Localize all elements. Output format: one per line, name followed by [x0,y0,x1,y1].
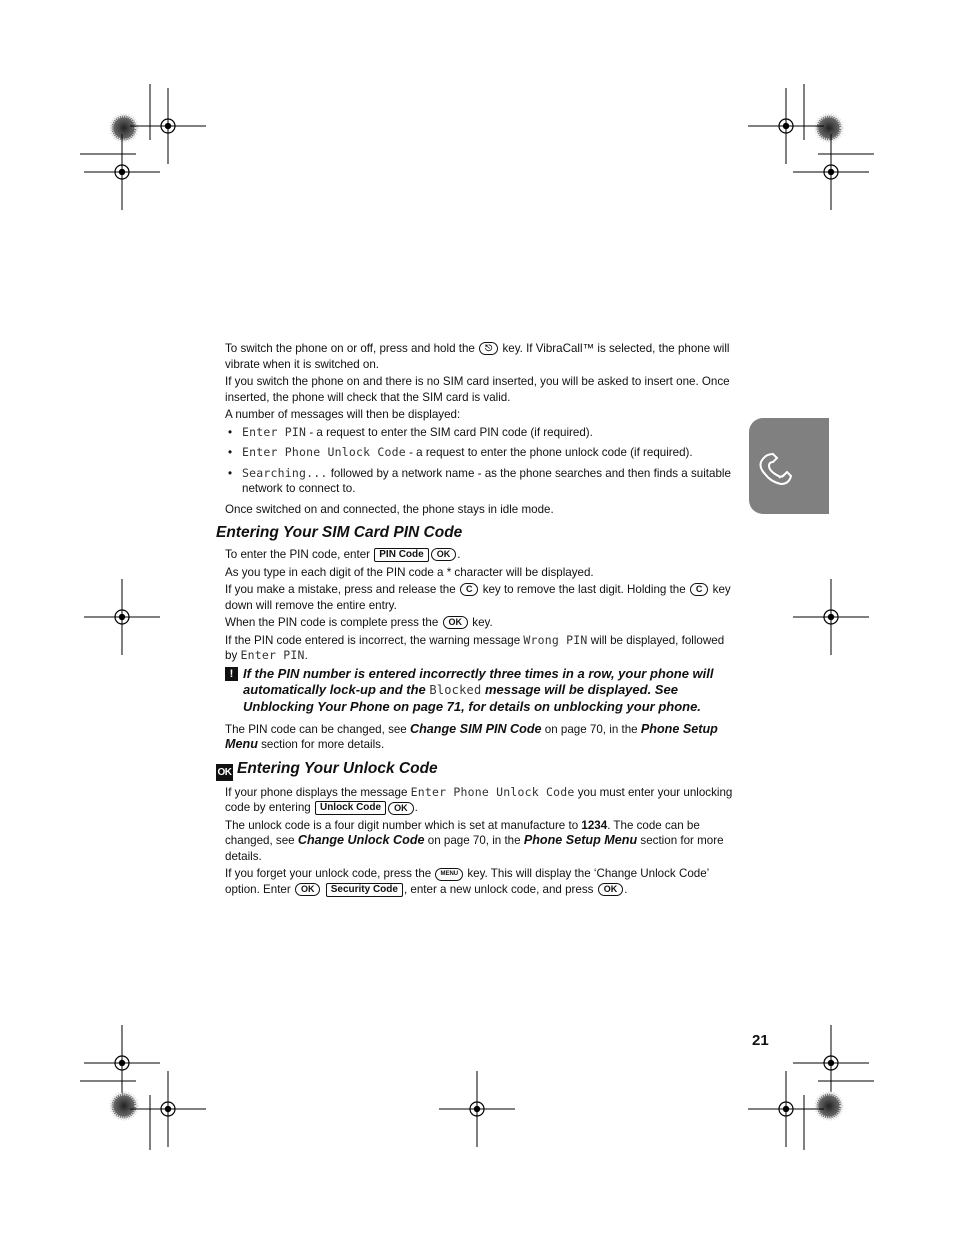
page-content [216,341,737,899]
page-number: 21 [752,1032,769,1049]
ok-badge-icon: OK [216,764,233,781]
ok-key: OK [295,883,321,896]
intro-paragraph-4: Once switched on and connected, the phone stays in idle mode. [225,502,554,516]
unlock-paragraph-3: If you forget your unlock code, press the MENU key. This will display the ‘Change Unlock Code’ option. Enter OK Security Code , enter a new unlock code, and press OK . [225,867,709,896]
pin-incorrect-paragraph: If the PIN code entered is incorrect, the warning message Wrong PIN will be displayed, followed by Enter PIN. [225,632,725,662]
power-key-icon: ⎋ [479,342,498,355]
pin-warning: ! If the PIN number is entered incorrectly three times in a row, your phone will automatically lock-up and the Blocked message will be displayed. See Unblocking Your Phone on page 71, for details on unblocking your phone. [225,666,737,716]
clear-key: C [460,583,479,596]
warning-icon: ! [225,667,238,681]
ok-key: OK [598,883,624,896]
intro-paragraph-1: To switch the phone on or off, press and hold the ⎋ key. If VibraCall™ is selected, the phone will vibrate when it is switched on. [225,342,730,371]
intro-paragraph-3: A number of messages will then be displayed: [225,408,461,421]
unlock-code-key: Unlock Code [315,801,386,815]
chapter-tab [749,418,829,514]
intro-paragraph-2: If you switch the phone on and there is no SIM card inserted, you will be asked to insert one. Once inserted, the phone will check that the SIM card is valid. [225,375,730,404]
pin-change-paragraph: The PIN code can be changed, see Change SIM PIN Code on page 70, in the Phone Setup Menu section for more details. [225,721,718,752]
pin-typing-paragraph: As you type in each digit of the PIN code a * character will be displayed. [225,565,594,579]
ok-key: OK [443,616,469,629]
list-item: • Enter PIN - a request to enter the SIM card PIN code (if required). [225,425,737,441]
ok-key: OK [431,548,457,561]
list-item: • Searching... followed by a network name - as the phone searches and then finds a suitable network to connect to. [225,466,737,497]
ok-key: OK [388,802,414,815]
pin-code-key: PIN Code [374,548,428,562]
list-item: • Enter Phone Unlock Code - a request to enter the phone unlock code (if required). [225,445,737,461]
pin-complete-paragraph: When the PIN code is complete press the OK key. [225,616,493,629]
pin-enter-paragraph: To enter the PIN code, enter PIN Code OK . [225,548,461,561]
unlock-section-heading: OK Entering Your Unlock Code [216,759,737,781]
security-code-key: Security Code [326,883,403,897]
unlock-paragraph-2: The unlock code is a four digit number which is set at manufacture to 1234. The code can be changed, see Change Unlock Code on page 70, in the Phone Setup Menu section for more details. [225,818,724,863]
message-list [225,425,737,497]
unlock-paragraph-1: If your phone displays the message Enter Phone Unlock Code you must enter your unlocking code by entering Unlock Code OK . [225,784,733,815]
menu-key: MENU [435,868,463,881]
pin-section-heading: Entering Your SIM Card PIN Code [216,524,463,541]
pin-mistake-paragraph: If you make a mistake, press and release the C key to remove the last digit. Holding the C key down will remove the entire entry. [225,583,731,612]
clear-key: C [690,583,709,596]
phone-handset-icon [749,418,829,514]
